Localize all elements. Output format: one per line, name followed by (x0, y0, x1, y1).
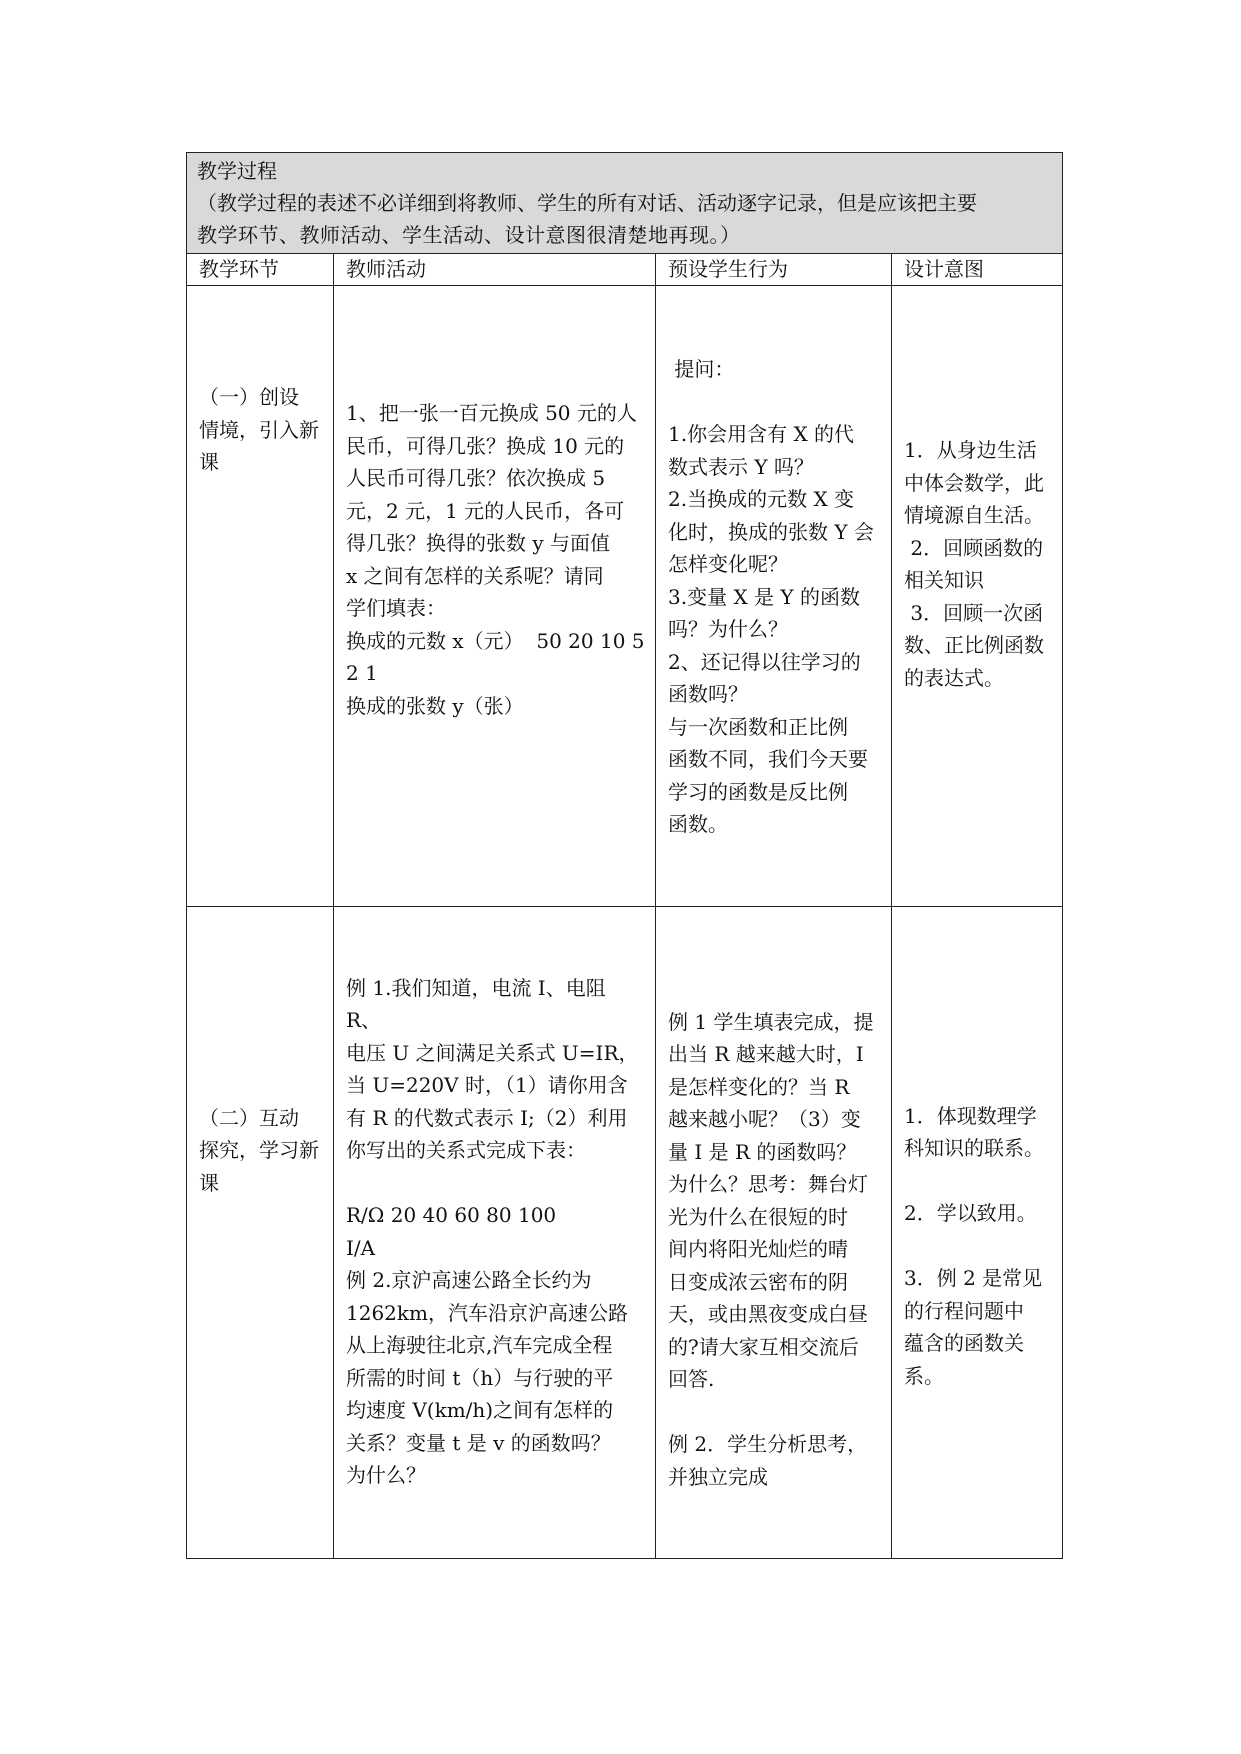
teacher-activity-cell (334, 906, 656, 1559)
teacher-activity-cell (334, 286, 656, 907)
table-header-row (187, 153, 1063, 254)
design-intent-text: 1．体现数理学 科知识的联系。 2．学以致用。 3．例 2 是常见 的行程问题中 蕴含的函数关 系。 (904, 1103, 1044, 1388)
column-header-design: 设计意图 (892, 254, 1063, 286)
design-intent-cell (892, 286, 1063, 907)
teacher-activity-text: 1、把一张一百元换成 50 元的人 民币，可得几张？换成 10 元的 人民币可得几张？依次换成 5 元，2 元，1 元的人民币，各可 得几张？换得的张数 y 与面值 x 之间有怎样的关系呢？请同 学们填表： 换成的元数 x（元） 50 20 10 5 2 1 换成的张数 y（张） (346, 401, 645, 718)
section-note-line-1: （教学过程的表述不必详细到将教师、学生的所有对话、活动逐字记录，但是应该把主要 (197, 191, 977, 215)
student-behavior-cell (656, 286, 892, 907)
stage-text: （一）创设 情境，引入新 课 (199, 385, 319, 474)
stage-cell (187, 906, 334, 1559)
design-intent-text: 1．从身边生活 中体会数学，此 情境源自生活。 2．回顾函数的 相关知识 3．回顾一次函 数、正比例函数 的表达式。 (904, 438, 1044, 690)
student-behavior-cell (656, 906, 892, 1559)
table-row (187, 906, 1063, 1559)
table-header-cell (187, 153, 1063, 254)
lesson-process-table (186, 152, 1063, 1559)
student-behavior-text: 提问： 1.你会用含有 X 的代 数式表示 Y 吗？ 2.当换成的元数 X 变 化时，换成的张数 Y 会 怎样变化呢？ 3.变量 X 是 Y 的函数 吗？为什么？ 2、还记得以往学习的 函数吗？ 与一次函数和正比例 函数不同，我们今天要 学习的函数是反比例 函数。 (668, 357, 874, 836)
column-header-stage: 教学环节 (187, 254, 334, 286)
column-header-student: 预设学生行为 (656, 254, 892, 286)
section-title: 教学过程 (197, 159, 277, 183)
design-intent-cell (892, 906, 1063, 1559)
column-header-row (187, 254, 1063, 286)
teacher-activity-text: 例 1.我们知道，电流 I、电阻 R、 电压 U 之间满足关系式 U=IR， 当 U=220V 时，（1）请你用含 有 R 的代数式表示 I;（2）利用 你写出的关系式完成下表： R/Ω 20 40 60 80 100 I/A 例 2.京沪高速公路全长约为 1262km，汽车沿京沪高速公路 从上海驶往北京,汽车完成全程 所需的时间 t（h）与行驶的平 均速度 V(km/h)之间有怎样的 关系？变量 t 是 v 的函数吗？ 为什么？ (346, 975, 639, 1487)
table-row (187, 286, 1063, 907)
section-note-line-2: 教学环节、教师活动、学生活动、设计意图很清楚地再现。） (197, 223, 741, 247)
stage-text: （二）互动 探究，学习新 课 (199, 1105, 319, 1195)
column-header-teacher: 教师活动 (334, 254, 656, 286)
student-behavior-text: 例 1 学生填表完成，提 出当 R 越来越大时，I 是怎样变化的？当 R 越来越小呢？（3）变 量 I 是 R 的函数吗？ 为什么？思考：舞台灯 光为什么在很短的时 间内将阳光灿烂的晴 日变成浓云密布的阴 天，或由黑夜变成白昼 的?请大家互相交流后 回答. 例 2．学生分析思考， 并独立完成 (668, 1009, 874, 1489)
stage-cell (187, 286, 334, 907)
